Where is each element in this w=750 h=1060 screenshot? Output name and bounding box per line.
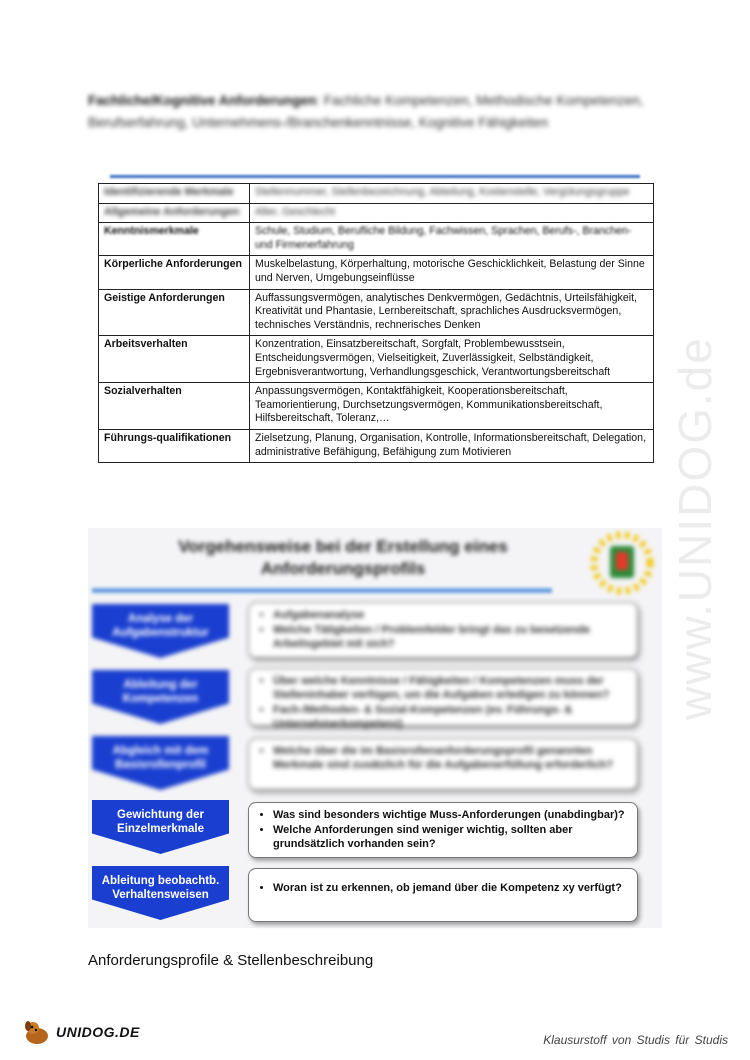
table-row [99,429,654,462]
step-bullet: • Woran ist zu erkennen, ob jemand über die Kompetenz xy verfügt? [273,881,629,895]
table-row [99,289,654,336]
slide-title: Vorgehensweise bei der Erstellung eines Anforderungsprofils [178,537,508,578]
step-label: Abgleich mit dem Basisrollenprofil [112,745,209,771]
row-key: Körperliche Anforderungen [99,256,250,289]
step-label: Ableitung der Kompetenzen [122,679,199,705]
row-value: Auffassungsvermögen, analytisches Denkvermögen, Gedächtnis, Urteilsfähigkeit, Kreativität und Phantasie, Lernbereitschaft, sprachliches Ausdrucksvermögen, technisches Verständnis, rechnerisches Denken [250,289,654,336]
row-key: Sozialverhalten [99,383,250,430]
watermark: www.UNIDOG.de [669,336,721,720]
step-arrow-2 [92,670,229,724]
step-arrow-1 [92,604,229,658]
step-box-3 [248,738,638,790]
table-row [99,336,654,383]
table-row [99,383,654,430]
step-bullet: • Fach-/Methoden- & Sozial-Kompetenzen (ev. Führungs- & Unternehmerkompetenz) [273,703,629,731]
row-value: Anpassungsvermögen, Kontaktfähigkeit, Kooperationsbereitschaft, Teamorientierung, Durchsetzungsvermögen, Kommunikationsbereitschaft, Hilfsbereitschaft, Toleranz,… [250,383,654,430]
process-slide [88,528,662,928]
row-key: Identifizierende Merkmale [99,184,250,204]
table-row [99,256,654,289]
row-key: Geistige Anforderungen [99,289,250,336]
row-value: Alter, Geschlecht [250,203,654,223]
footer-logo [22,1018,140,1046]
step-label: Gewichtung der Einzelmerkmale [117,809,204,835]
intro-heading [88,90,648,134]
footer-tagline: Klausurstoff von Studis für Studis [543,1033,728,1047]
step-bullet: • Welche über die im Basisrollenanforderungsprofil genannten Merkmale sind zusätzlich für die Aufgabenerfüllung erforderlich? [273,744,629,772]
table-row [99,184,654,204]
row-value: Konzentration, Einsatzbereitschaft, Sorgfalt, Problembewusstsein, Entscheidungsvermögen, Vielseitigkeit, Zuverlässigkeit, Selbständigkeit, Ergebnisverantwortung, Verhandlungsgeschick, Verantwortungsbereitschaft [250,336,654,383]
requirements-table [98,183,654,463]
step-label: Ableitung beobachtb. Verhaltensweisen [101,875,220,901]
row-value: Zielsetzung, Planung, Organisation, Kontrolle, Informationsbereitschaft, Delegation, administrative Befähigung, Befähigung zum Motivieren [250,429,654,462]
step-label: Analyse der Aufgabenstruktur [112,613,209,639]
intro-heading-rest: : Fachliche Kompetenzen, Methodische Kompetenzen, Berufserfahrung, Unternehmens-/Branchenkenntnisse, Kognitive Fähigkeiten [88,93,644,130]
table-row [99,223,654,256]
slide-accent-line [92,588,552,593]
row-value: Stellennummer, Stellenbezeichnung, Abteilung, Kostenstelle, Vergütungsgruppe [250,184,654,204]
step-bullet: • Welche Tätigkeiten / Problemfelder bringt das zu besetzende Arbeitsgebiet mit sich? [273,623,629,651]
step-box-1 [248,602,638,658]
row-value: Schule, Studium, Berufliche Bildung, Fachwissen, Sprachen, Berufs-, Branchen- und Firmenerfahrung [250,223,654,256]
step-bullet: • Über welche Kenntnisse / Fähigkeiten / Kompetenzen muss der Stelleninhaber verfügen, um die Aufgaben erledigen zu können? [273,674,629,702]
emblem-icon [586,528,658,598]
accent-line [110,175,640,178]
page-caption: Anforderungsprofile & Stellenbeschreibung [88,952,374,969]
step-box-5 [248,868,638,922]
row-key: Kenntnismerkmale [99,223,250,256]
intro-heading-bold: Fachliche/Kognitive Anforderungen [88,93,317,108]
row-value: Muskelbelastung, Körperhaltung, motorische Geschicklichkeit, Belastung der Sinne und Nerven, Umgebungseinflüsse [250,256,654,289]
step-box-4 [248,802,638,858]
step-bullet: • Aufgabenanalyse [273,608,629,622]
row-key: Führungs-qualifikationen [99,429,250,462]
step-bullet: • Welche Anforderungen sind weniger wichtig, sollten aber grundsätzlich vorhanden sein? [273,823,629,851]
table-row [99,203,654,223]
step-arrow-3 [92,736,229,790]
step-bullet: • Was sind besonders wichtige Muss-Anforderungen (unabdingbar)? [273,808,629,822]
dog-icon [22,1018,52,1046]
row-key: Arbeitsverhalten [99,336,250,383]
row-key: Allgemeine Anforderungen [99,203,250,223]
footer-brand: UNIDOG.DE [56,1024,140,1040]
step-arrow-4 [92,800,229,854]
step-box-2 [248,668,638,730]
step-arrow-5 [92,866,229,920]
